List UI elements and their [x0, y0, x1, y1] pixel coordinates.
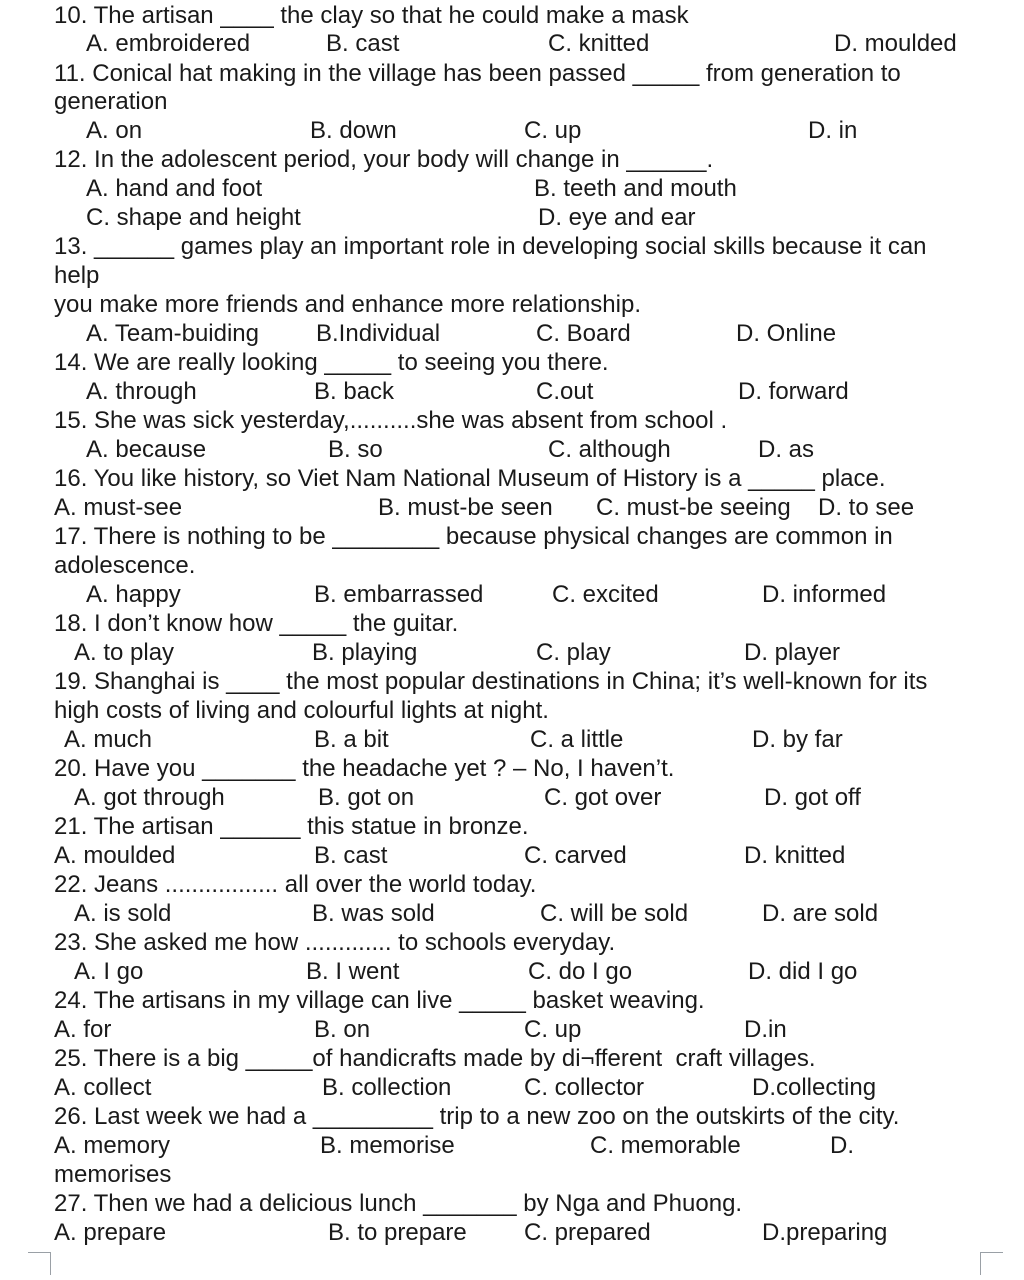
- question-text: 26. Last week we had a _________ trip to a new zoo on the outskirts of the city.: [54, 1103, 900, 1130]
- answer-option: D. in: [808, 117, 858, 144]
- answer-option: B. on: [314, 1016, 371, 1043]
- answer-option: C. shape and height: [86, 204, 301, 231]
- answer-option: B. so: [328, 436, 383, 463]
- answer-option: B. teeth and mouth: [534, 175, 737, 202]
- answer-option: D. forward: [738, 378, 849, 405]
- answer-option: A. Team-buiding: [86, 320, 259, 347]
- answer-option: A. happy: [86, 581, 181, 608]
- question-text: 20. Have you _______ the headache yet ? – No, I haven’t.: [54, 755, 675, 782]
- answer-option: C. carved: [524, 842, 627, 869]
- answer-option: A. prepare: [54, 1219, 167, 1246]
- answer-option: C. prepared: [524, 1219, 651, 1246]
- answer-option: A. got through: [74, 784, 225, 811]
- answer-option: A. moulded: [54, 842, 176, 869]
- answer-option: B. collection: [322, 1074, 452, 1101]
- answer-option: A. because: [86, 436, 207, 463]
- answer-option: B. must-be seen: [378, 494, 553, 521]
- answer-option: D. player: [744, 639, 841, 666]
- answer-option: B. back: [314, 378, 395, 405]
- question-text: 18. I don’t know how _____ the guitar.: [54, 610, 459, 637]
- answer-option: C. Board: [536, 320, 631, 347]
- answer-option: A. must-see: [54, 494, 183, 521]
- answer-option: D. got off: [764, 784, 861, 811]
- question-text: 27. Then we had a delicious lunch _______ by Nga and Phuong.: [54, 1190, 743, 1217]
- question-text: 25. There is a big _____of handicrafts made by di¬fferent craft villages.: [54, 1045, 816, 1072]
- answer-option: A. to play: [74, 639, 175, 666]
- answer-option: B. cast: [326, 30, 400, 57]
- answer-option: C. must-be seeing: [596, 494, 791, 521]
- answer-option: D. eye and ear: [538, 204, 696, 231]
- answer-option: D.in: [744, 1016, 787, 1043]
- answer-option: A. hand and foot: [86, 175, 263, 202]
- answer-option: B.Individual: [316, 320, 441, 347]
- question-text: 16. You like history, so Viet Nam National Museum of History is a _____ place.: [54, 465, 886, 492]
- answer-option: D. as: [758, 436, 815, 463]
- answer-option: D. by far: [752, 726, 843, 753]
- answer-option: C. got over: [544, 784, 662, 811]
- answer-option: A. I go: [74, 958, 144, 985]
- answer-option: C.out: [536, 378, 594, 405]
- question-text: 10. The artisan ____ the clay so that he could make a mask: [54, 2, 689, 29]
- answer-option: A. through: [86, 378, 197, 405]
- question-text: 15. She was sick yesterday,..........she was absent from school .: [54, 407, 728, 434]
- answer-option: D.preparing: [762, 1219, 888, 1246]
- question-text: adolescence.: [54, 552, 196, 579]
- answer-option: C. will be sold: [540, 900, 689, 927]
- answer-option: C. knitted: [548, 30, 650, 57]
- answer-option: D. knitted: [744, 842, 846, 869]
- answer-option: B. down: [310, 117, 397, 144]
- question-text: 14. We are really looking _____ to seeing you there.: [54, 349, 609, 376]
- answer-option: D. to see: [818, 494, 915, 521]
- answer-option: C. collector: [524, 1074, 645, 1101]
- answer-option: C. a little: [530, 726, 624, 753]
- answer-option: B. I went: [306, 958, 400, 985]
- answer-option: B. cast: [314, 842, 388, 869]
- answer-option: C. up: [524, 117, 582, 144]
- question-text: 17. There is nothing to be ________ because physical changes are common in: [54, 523, 893, 550]
- answer-option: D.collecting: [752, 1074, 877, 1101]
- answer-option: A. memory: [54, 1132, 171, 1159]
- answer-option: C. memorable: [590, 1132, 741, 1159]
- question-text: 13. ______ games play an important role in developing social skills because it can: [54, 233, 927, 260]
- question-text: 21. The artisan ______ this statue in bronze.: [54, 813, 529, 840]
- answer-option: B. memorise: [320, 1132, 455, 1159]
- answer-option: A. embroidered: [86, 30, 251, 57]
- answer-option: D. are sold: [762, 900, 879, 927]
- question-text: 19. Shanghai is ____ the most popular destinations in China; it’s well-known for its: [54, 668, 928, 695]
- question-text: high costs of living and colourful lights at night.: [54, 697, 549, 724]
- answer-option: B. was sold: [312, 900, 435, 927]
- answer-option: B. playing: [312, 639, 418, 666]
- answer-option: B. to prepare: [328, 1219, 467, 1246]
- question-text: 24. The artisans in my village can live _____ basket weaving.: [54, 987, 705, 1014]
- question-text: 12. In the adolescent period, your body will change in ______.: [54, 146, 714, 173]
- answer-option: A. on: [86, 117, 143, 144]
- answer-option: D. moulded: [834, 30, 957, 57]
- answer-option: C. although: [548, 436, 671, 463]
- page-corner-mark-left: [28, 1252, 51, 1275]
- question-text: you make more friends and enhance more relationship.: [54, 291, 641, 318]
- question-text: 22. Jeans ................. all over the world today.: [54, 871, 537, 898]
- answer-option: D.: [830, 1132, 854, 1159]
- page-corner-mark-right: [980, 1252, 1003, 1275]
- answer-option: C. excited: [552, 581, 659, 608]
- question-text: 11. Conical hat making in the village has been passed _____ from generation to: [54, 60, 901, 87]
- answer-option: C. play: [536, 639, 611, 666]
- answer-option: A. much: [64, 726, 153, 753]
- answer-option: A. for: [54, 1016, 112, 1043]
- question-text: help: [54, 262, 100, 289]
- answer-option: D. informed: [762, 581, 887, 608]
- answer-option: A. is sold: [74, 900, 172, 927]
- answer-option: D. Online: [736, 320, 837, 347]
- answer-option: B. got on: [318, 784, 415, 811]
- answer-option: C. do I go: [528, 958, 633, 985]
- answer-option: B. embarrassed: [314, 581, 484, 608]
- question-text: 23. She asked me how ............. to schools everyday.: [54, 929, 616, 956]
- question-text: memorises: [54, 1161, 172, 1188]
- answer-option: A. collect: [54, 1074, 152, 1101]
- answer-option: C. up: [524, 1016, 582, 1043]
- answer-option: D. did I go: [748, 958, 858, 985]
- question-text: generation: [54, 88, 168, 115]
- answer-option: B. a bit: [314, 726, 389, 753]
